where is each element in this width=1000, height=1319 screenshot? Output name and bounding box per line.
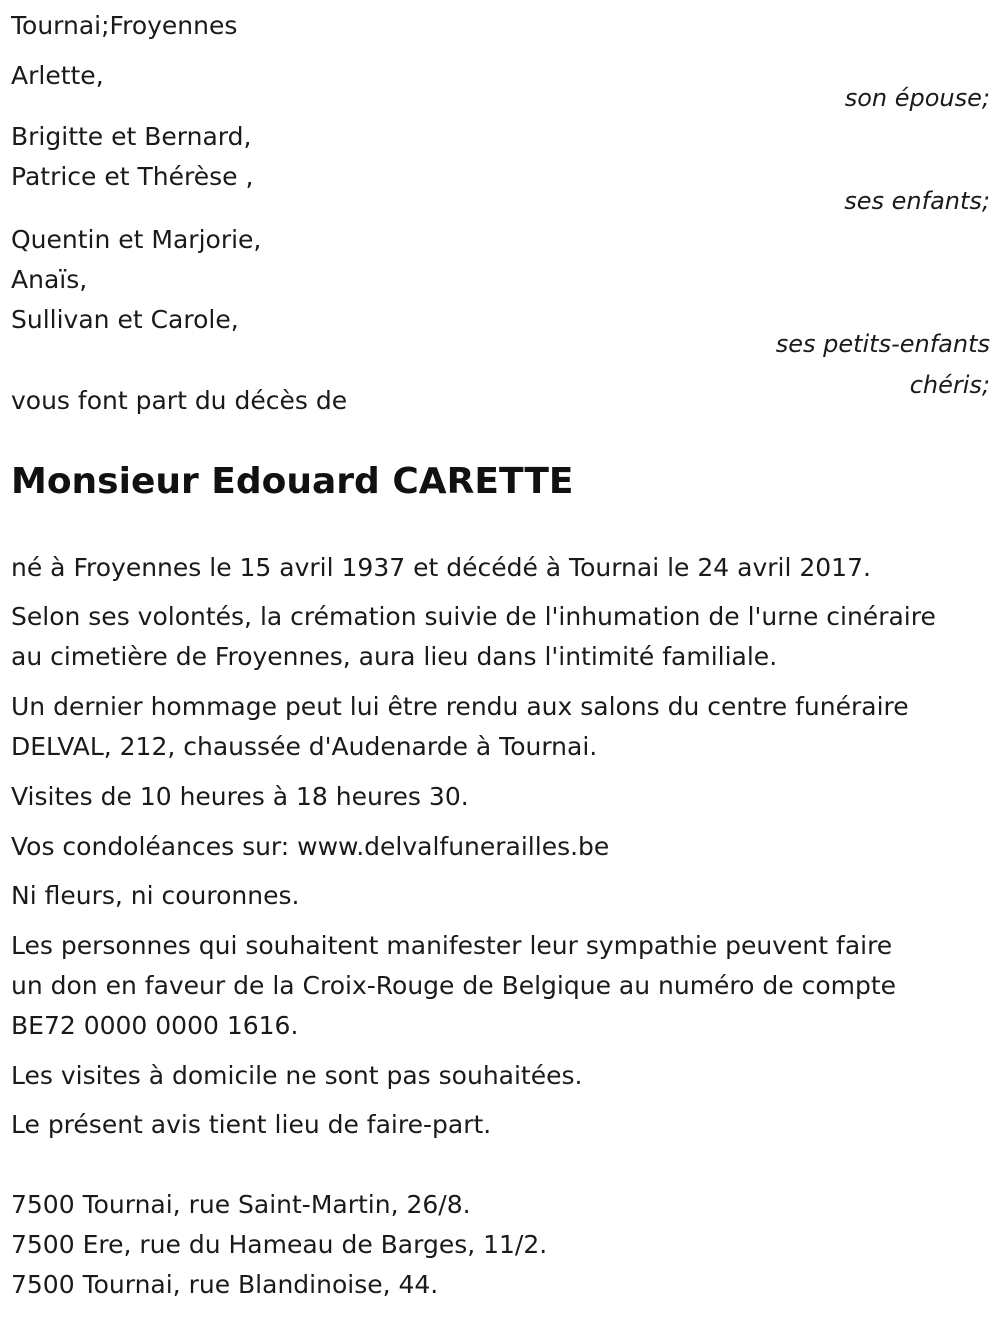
paragraph-line: un don en faveur de la Croix-Rouge de Belgique au numéro de compte bbox=[11, 971, 897, 1000]
family-member-name: Patrice et Thérèse , bbox=[11, 162, 254, 191]
relation-label: ses enfants; bbox=[844, 187, 990, 215]
relation-label: son épouse; bbox=[844, 84, 990, 112]
paragraph-line: BE72 0000 0000 1616. bbox=[11, 1011, 299, 1040]
family-member-name: Arlette, bbox=[11, 61, 104, 90]
location-line: Tournai;Froyennes bbox=[11, 11, 238, 40]
paragraph-line: Visites de 10 heures à 18 heures 30. bbox=[11, 782, 469, 811]
family-member-name: Anaïs, bbox=[11, 265, 88, 294]
family-member-name: Sullivan et Carole, bbox=[11, 305, 239, 334]
deceased-name: Monsieur Edouard CARETTE bbox=[11, 461, 574, 502]
paragraph-line: né à Froyennes le 15 avril 1937 et décédé à Tournai le 24 avril 2017. bbox=[11, 553, 871, 582]
relation-label: ses petits-enfants bbox=[775, 330, 990, 358]
paragraph-line: DELVAL, 212, chaussée d'Audenarde à Tournai. bbox=[11, 732, 598, 761]
paragraph-line: Les personnes qui souhaitent manifester leur sympathie peuvent faire bbox=[11, 931, 893, 960]
family-member-name: Brigitte et Bernard, bbox=[11, 122, 252, 151]
paragraph-line: au cimetière de Froyennes, aura lieu dans l'intimité familiale. bbox=[11, 642, 778, 671]
paragraph-line: Les visites à domicile ne sont pas souhaitées. bbox=[11, 1061, 583, 1090]
address-line: 7500 Tournai, rue Blandinoise, 44. bbox=[11, 1270, 439, 1299]
paragraph-line: Vos condoléances sur: www.delvalfunerailles.be bbox=[11, 832, 610, 861]
address-line: 7500 Tournai, rue Saint-Martin, 26/8. bbox=[11, 1190, 471, 1219]
paragraph-line: Ni fleurs, ni couronnes. bbox=[11, 881, 300, 910]
announcement-intro: vous font part du décès de bbox=[11, 386, 348, 415]
paragraph-line: Le présent avis tient lieu de faire-part. bbox=[11, 1110, 492, 1139]
address-line: 7500 Ere, rue du Hameau de Barges, 11/2. bbox=[11, 1230, 548, 1259]
relation-label: chéris; bbox=[909, 371, 990, 399]
family-member-name: Quentin et Marjorie, bbox=[11, 225, 262, 254]
paragraph-line: Selon ses volontés, la crémation suivie de l'inhumation de l'urne cinéraire bbox=[11, 602, 936, 631]
paragraph-line: Un dernier hommage peut lui être rendu aux salons du centre funéraire bbox=[11, 692, 909, 721]
